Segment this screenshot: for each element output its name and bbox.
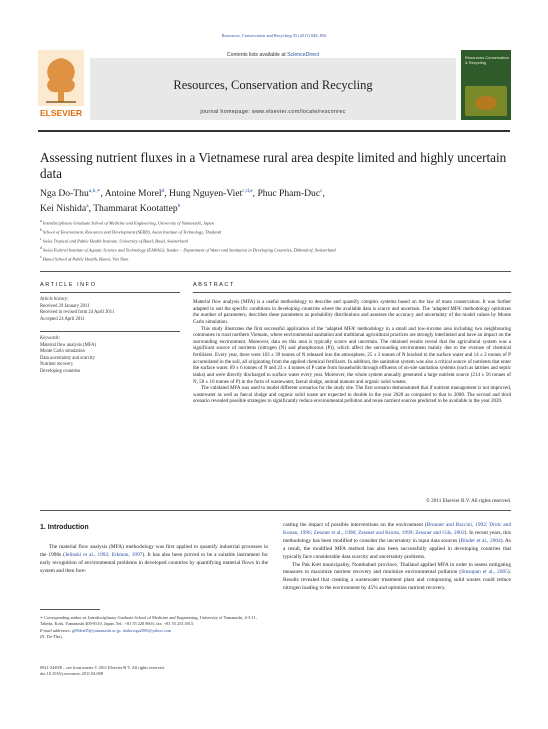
publisher-logo-text: ELSEVIER [39,108,83,118]
keyword: Data uncertainty and scarcity [40,355,95,361]
citation-link[interactable]: Sinsupan et al., 2005 [461,569,508,576]
affiliation: $^b$ School of Environment, Resources and Development (SERD), Asian Institute of Technology, Thailand [40,228,221,235]
abstract-paragraph: Material flow analysis (MFA) is a useful methodology to describe and quantify complex systems based on the law of mass conservation. It was further adapted to suit the specific conditions in developing countries where the available data is scarce and uncertain. The ‘adapted MFA’ methodology optimizes the number of parameters, describes these parameters as probability distributions and assesses the accuracy and uncertainty of the model values by Monte Carlo simulation. [193,299,511,325]
history-item: Accepted 24 April 2011 [40,316,85,322]
history-item: Received in revised form 24 April 2011 [40,310,115,316]
front-matter [40,665,270,678]
sciencedirect-link[interactable]: ScienceDirect [287,52,320,58]
article-history [40,297,180,323]
elsevier-logo [38,50,84,118]
history-item: Received 29 January 2011 [40,303,90,309]
affiliation: $^a$ Interdisciplinary Graduate School of Medicine and Engineering, University of Yamanashi, Japan [40,219,214,226]
affiliation-divider [40,271,511,272]
abstract-heading: ABSTRACT [193,282,235,288]
email-note: E-mail addresses: g09dea05@yamanashi.ac.jp, dothu.nga2005@yahoo.com [40,627,172,633]
email-suffix: (N. Do-Thu). [40,634,63,640]
article-info-heading: ARTICLE INFO [40,282,97,288]
abstract-paragraph: This study illustrates the first successful application of the ‘adapted MFA’ methodology in a small and low-income area including two neighbouring communes in rural northern Vietnam, where environmental sanitation and traditional agricultural practices are strongly interlinked and have an impact on the surrounding environment. Moreover, data on this area is typically scarce and uncertain. The obtained results reveal that the agricultural system was a significant source of nutrients (nitrogen (N) and phosphorous (P)), which affect the surrounding environment mainly due to the overuse of chemical fertilizers. Every year, there were 103 ± 39 tonnes of N released into the atmosphere, 25 ± 3 tonnes of N leached to the surface water and 14 ± 2 tonnes of P accumulated in the soil, all originating from the applied chemical fertilizers. In addition, the sanitation system was also a critical source of nutrients that enter the surface water. 69 ± 6 tonnes of N and 23 ± 4 tonnes of P came from households through effluents of on-site sanitation systems (such as latrines and septic tanks) and were directly discharged to surface water every year. Moreover, the whole system annually generated a large nutrient source (214 ± 56 tonnes of N, 58 ± 16 tonnes of P) in the form of wastewater, faecal sludge, animal manure and organic solid wastes. [193,325,511,385]
keywords-label: Keywords: [40,336,61,341]
cover-graphic-accent [475,96,497,110]
author[interactable]: Antoine Morel$^d$ [104,188,165,200]
copyright-notice: © 2011 Elsevier B.V. All rights reserved. [425,498,511,504]
keyword: Monte Carlo simulation [40,349,85,355]
citation-link[interactable]: Binder et al., 2004 [460,537,501,544]
journal-homepage[interactable]: journal homepage: www.elsevier.com/locate/resconrec [200,109,346,115]
intro-paragraph: casting the impact of possible interventions on the environment (Brunner and Baccini, 1992; Drolc and Konan, 1996; Zessner et al., 1998; Zessner and Kroiss, 1999; Zessner and Gils, 2002). In recent years, this methodology has been modified to consider the uncertainty in input data sources (Binder et al., 2004). As a result, the modified MFA method has also been successfully applied in developing countries that typically face considerable data scarcity and uncertainty problems. [283,522,511,560]
keyword: Developing countries [40,368,81,374]
cover-title: Resources Conservation & Recycling [465,55,509,65]
keywords [40,336,180,376]
section-heading-introduction: 1. Introduction [40,524,89,531]
journal-cover-image [461,50,511,120]
article-info-divider [40,292,180,293]
issn-line: 0921-3449/$ – see front matter © 2011 Elsevier B.V. All rights reserved. [40,665,165,670]
body-divider [40,510,511,511]
footnote [40,615,260,641]
intro-right-column [283,522,511,593]
author[interactable]: Hung Nguyen-Viet$^{c,d,e}$ [169,188,253,200]
corresponding-author-note: ∗ Corresponding author at: Interdisciplinary Graduate School of Medicine and Engineering, University of Yamanashi, 4-3-11, Takeda, Kofu, Yamanashi 400-8510, Japan. Tel.: +81 55 220 8603; fax: +81 55 253 4915. [40,615,257,627]
citation-link[interactable]: Brunner and Baccini, 1992; Drolc and Konan, 1996; Zessner et al., 1998; Zessner and Kroiss, 1999; Zessner and Gils, 2002 [283,522,511,536]
author-list: Nga Do-Thu$^{a,b,∗}$, Antoine Morel$^d$, Hung Nguyen-Viet$^{c,d,e}$, Phuc Pham-Duc$^c$, Kei Nishida$^a$, Thammarat Kootattep$^b$ [40,188,325,215]
author[interactable]: Nga Do-Thu$^{a,b,∗}$ [40,188,101,200]
keyword: Nutrient recovery [40,362,74,368]
elsevier-tree-icon [38,50,84,106]
intro-paragraph: The material flow analysis (MFA) methodology was first applied to quantify industrial processes in the 1990s (Jelinski et al., 1992; Erkman, 1997). It has also been proved to be a suitable instrument for early recognition of environmental problems in developed countries by quantifying material flows in the system and then fore- [40,544,269,574]
intro-paragraph: The Pak Kret municipality, Nonthaburi province, Thailand applied MFA in order to assess mitigating measures to maximize nutrient recovery and minimize environmental pollution (Sinsupan et al., 2005). Results revealed that creating a wastewater treatment plant and composting solid wastes could reduce nitrogen loading to the environment by 45% and optimize nutrient recovery. [283,561,511,592]
journal-title: Resources, Conservation and Recycling [173,78,373,92]
affiliation: $^d$ Swiss Federal Institute of Aquatic Science and Technology (EAWAG), Sandec – Department of Water and Sanitation in Developing Countries, Dübendorf, Switzerland [40,246,336,253]
footnote-divider [40,609,100,610]
author[interactable]: Thammarat Kootattep$^b$ [93,203,181,215]
author[interactable]: Kei Nishida$^a$ [40,203,89,215]
keyword: Material flow analysis (MFA) [40,342,97,348]
affiliation: $^e$ Hanoi School of Public Health, Hanoi, Viet Nam [40,255,129,262]
article-title: Assessing nutrient fluxes in a Vietnamese rural area despite limited and highly uncertain data [40,150,507,181]
abstract-text [193,299,511,405]
abstract-paragraph: The validated MFA was used to model different scenarios for the study site. The first scenario demonstrated that if nutrient management is not improved, wastewater as well as faecal sludge and organic solid waste are expected to double in the year 2020 as compared to that in 2008. The second and third scenario revealed possible strategies to significantly reduce environmental pollution and reuse nutrient sources predicted to be available in the year 2020. [193,385,511,405]
affiliations [40,218,510,263]
author[interactable]: Phuc Pham-Duc$^c$ [257,188,323,200]
citation-link[interactable]: Jelinski et al., 1992; Erkman, 1997 [64,551,143,558]
affiliation: $^c$ Swiss Tropical and Public Health Institute, University of Basel, Basel, Switzerland [40,237,188,244]
abstract-divider [193,292,511,293]
journal-reference: Resources, Conservation and Recycling 55 (2011) 849–856 [221,33,327,38]
keywords-divider [40,331,180,332]
email-link[interactable]: g09dea05@yamanashi.ac.jp, dothu.nga2005@yahoo.com [72,627,172,633]
contents-prefix: Contents lists available at [226,52,288,58]
intro-left-column [40,544,268,576]
contents-line [90,52,456,58]
history-label: Article history: [40,297,69,302]
doi-link[interactable]: doi:10.1016/j.resconrec.2011.04.008 [40,671,103,677]
header-divider [38,130,510,132]
